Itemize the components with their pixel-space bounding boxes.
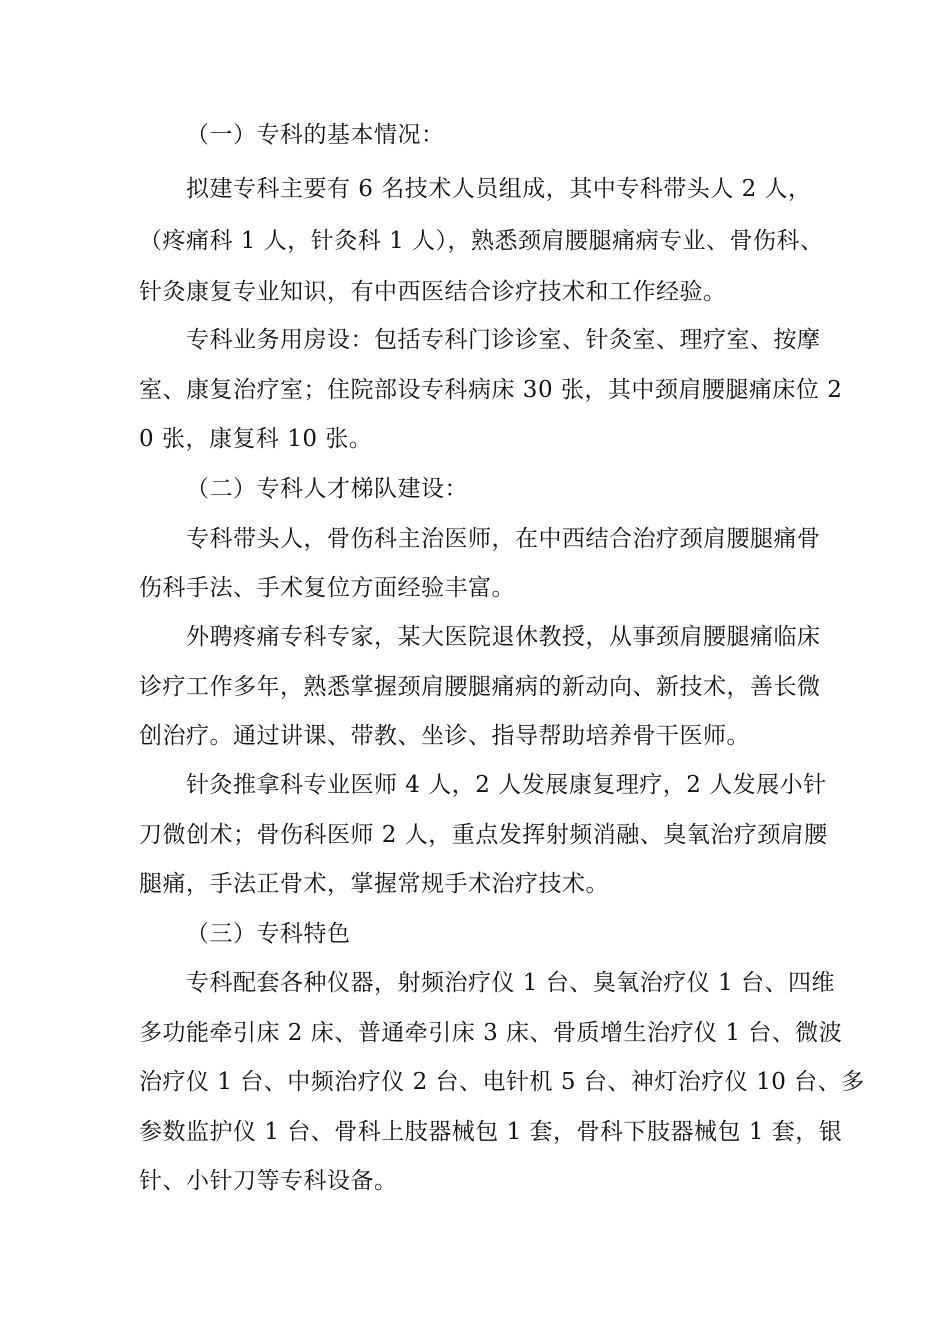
paragraph-line: 专科配套各种仪器，射频治疗仪 1 台、臭氧治疗仪 1 台、四维 <box>186 970 836 996</box>
paragraph-line: 针灸康复专业知识，有中西医结合诊疗技术和工作经验。 <box>139 279 727 305</box>
paragraph-line: 针、小针刀等专科设备。 <box>139 1168 398 1194</box>
paragraph-line: 拟建专科主要有 6 名技术人员组成，其中专科带头人 2 人， <box>186 176 812 202</box>
paragraph-line: 外聘疼痛专科专家，某大医院退休教授，从事颈肩腰腿痛临床 <box>186 624 821 650</box>
paragraph-line: 针灸推拿科专业医师 4 人，2 人发展康复理疗，2 人发展小针 <box>186 772 827 798</box>
section-heading-2: （二）专科人才梯队建设： <box>186 476 468 502</box>
paragraph-line: 伤科手法、手术复位方面经验丰富。 <box>139 575 515 601</box>
paragraph-line: （疼痛科 1 人，针灸科 1 人），熟悉颈肩腰腿痛病专业、骨伤科、 <box>139 228 824 254</box>
paragraph-line: 刀微创术；骨伤科医师 2 人，重点发挥射频消融、臭氧治疗颈肩腰 <box>139 822 828 848</box>
paragraph-line: 专科带头人，骨伤科主治医师，在中西结合治疗颈肩腰腿痛骨 <box>186 526 821 552</box>
paragraph-line: 诊疗工作多年，熟悉掌握颈肩腰腿痛病的新动向、新技术，善长微 <box>139 674 821 700</box>
paragraph-line: 0 张，康复科 10 张。 <box>139 426 373 452</box>
paragraph-line: 治疗仪 1 台、中频治疗仪 2 台、电针机 5 台、神灯治疗仪 10 台、多 <box>139 1069 865 1095</box>
paragraph-line: 腿痛，手法正骨术，掌握常规手术治疗技术。 <box>139 871 609 897</box>
paragraph-line: 专科业务用房设：包括专科门诊诊室、针灸室、理疗室、按摩 <box>186 327 821 353</box>
paragraph-line: 室、康复治疗室；住院部设专科病床 30 张，其中颈肩腰腿痛床位 2 <box>139 377 843 403</box>
paragraph-line: 多功能牵引床 2 床、普通牵引床 3 床、骨质增生治疗仪 1 台、微波 <box>139 1020 843 1046</box>
paragraph-line: 参数监护仪 1 台、骨科上肢器械包 1 套，骨科下肢器械包 1 套，银 <box>139 1119 843 1145</box>
section-heading-1: （一）专科的基本情况： <box>186 122 445 148</box>
paragraph-line: 创治疗。通过讲课、带教、坐诊、指导帮助培养骨干医师。 <box>139 723 750 749</box>
section-heading-3: （三）专科特色 <box>186 921 351 947</box>
